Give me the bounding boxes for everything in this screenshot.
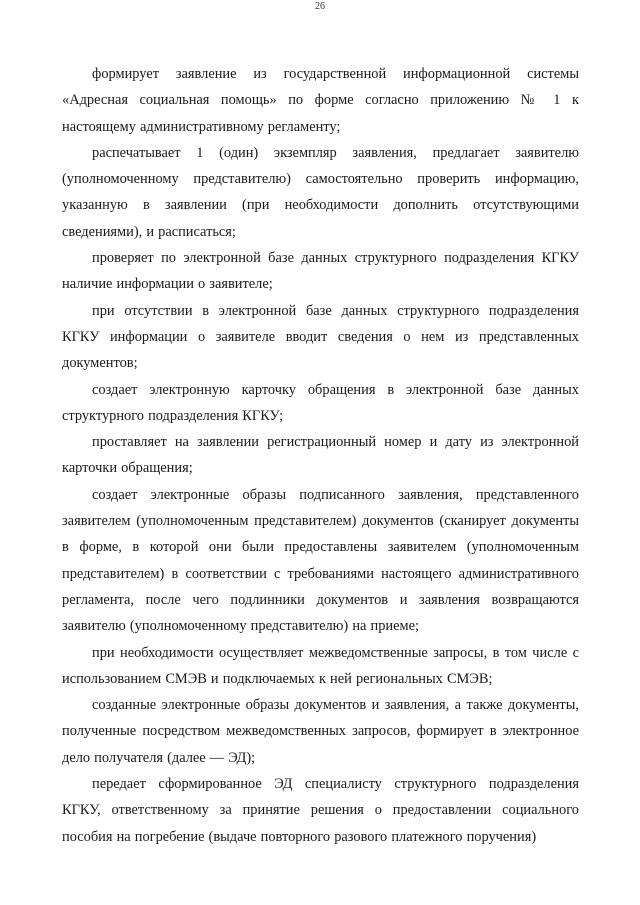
paragraph-registration-number: проставляет на заявлении регистрационный номер и дату из электронной карточки обращения;: [62, 434, 579, 477]
paragraph-enter-data: при отсутствии в электронной базе данных структурного подразделения КГКУ информации о заявителе вводит сведения о нем из представленных документов;: [62, 302, 579, 372]
document-body: [62, 61, 579, 850]
paragraph-print-application: распечатывает 1 (один) экземпляр заявления, предлагает заявителю (уполномоченному представителю) самостоятельно проверить информацию, указанную в заявлении (при необходимости дополнить отсутствующими сведениями), и расписаться;: [62, 144, 579, 240]
paragraph-transfer-file: передает сформированное ЭД специалисту структурного подразделения КГКУ, ответственному за принятие решения о предоставлении социального пособия на погребение (выдаче повторного разового платежного поручения): [62, 776, 579, 845]
paragraph-interagency-requests: при необходимости осуществляет межведомственные запросы, в том числе с использованием СМЭВ и подключаемых к ней региональных СМЭВ;: [62, 644, 579, 687]
paragraph-check-database: проверяет по электронной базе данных структурного подразделения КГКУ наличие информации о заявителе;: [62, 250, 579, 293]
page-number: 26: [315, 1, 325, 12]
paragraph-form-application: формирует заявление из государственной информационной системы «Адресная социальная помощь» по форме согласно приложению № 1 к настоящему административному регламенту;: [62, 66, 579, 135]
paragraph-electronic-file: созданные электронные образы документов и заявления, а также документы, полученные посредством межведомственных запросов, формирует в электронное дело получателя (далее — ЭД);: [62, 697, 579, 766]
paragraph-scan-documents: создает электронные образы подписанного заявления, представленного заявителем (уполномоченным представителем) документов (сканирует документы в форме, в которой они были предоставлены заявителем (уполномоченным представителем) в соответствии с требованиями настоящего административного регламента, после чего подлинники документов и заявления возвращаются заявителю (уполномоченному представителю) на приеме;: [62, 486, 579, 635]
paragraph-create-card: создает электронную карточку обращения в электронной базе данных структурного подразделения КГКУ;: [62, 381, 579, 424]
